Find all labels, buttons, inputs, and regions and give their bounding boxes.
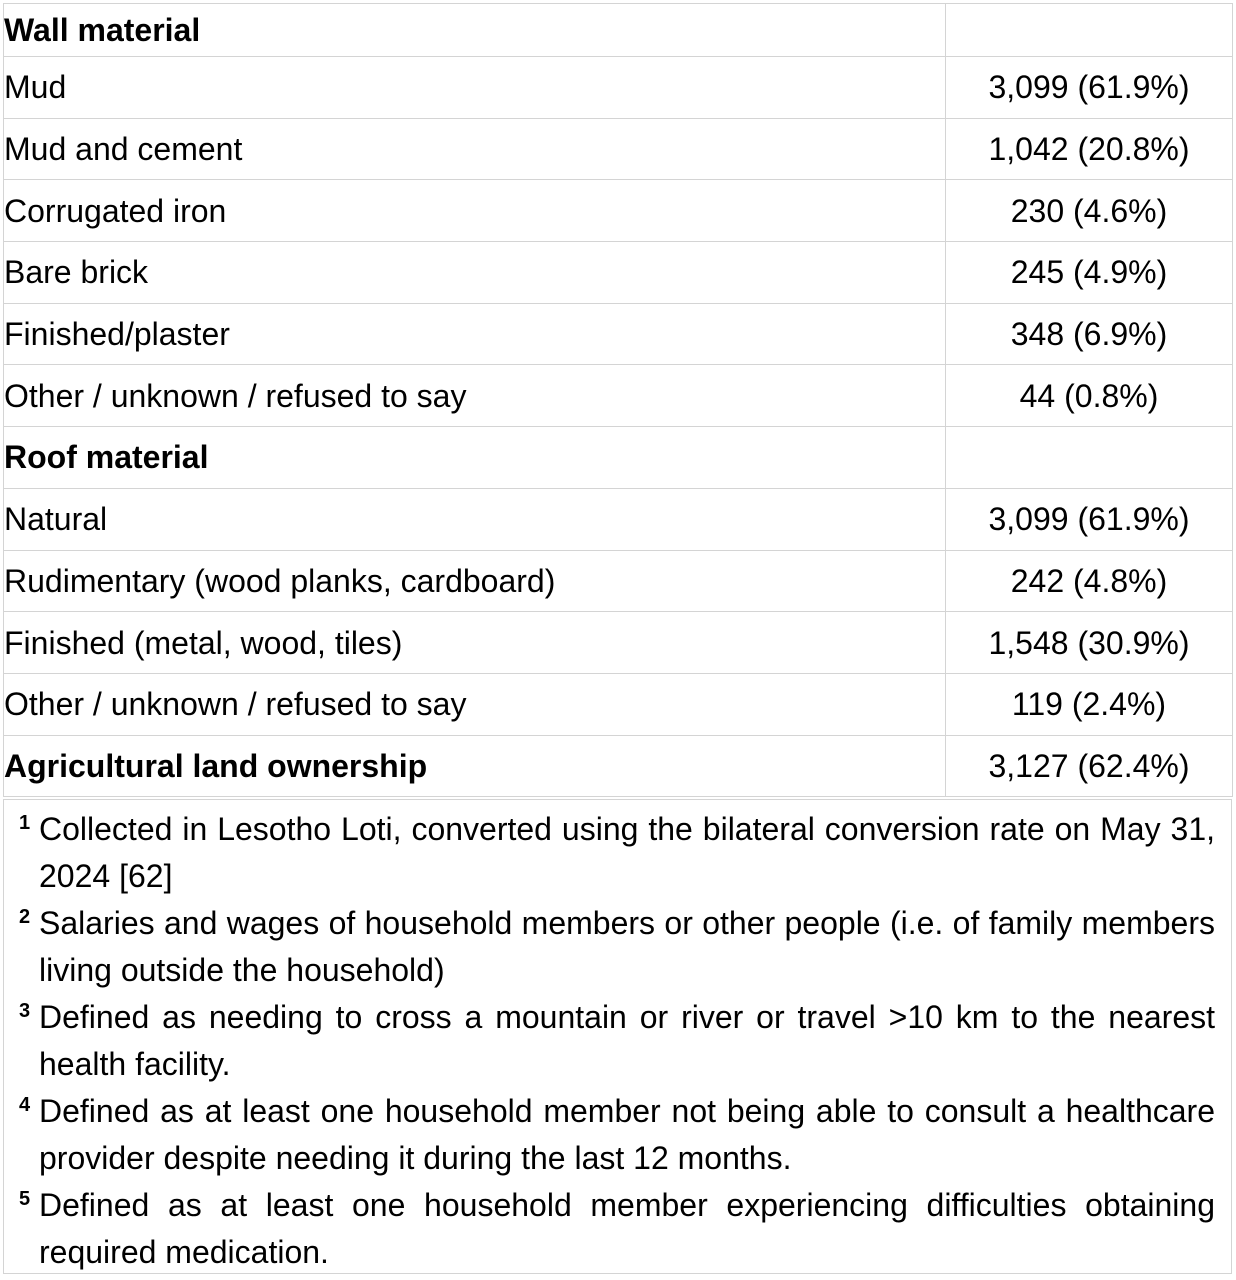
table-row [4, 365, 1233, 427]
footnote-text: Defined as needing to cross a mountain or river or travel >10 km to the nearest health facility. [39, 999, 1215, 1082]
row-label: Finished/plaster [4, 303, 946, 365]
table-row [4, 180, 1233, 242]
footnote-text: Defined as at least one household member experiencing difficulties obtaining required medication. [39, 1187, 1215, 1270]
row-value: 119 (2.4%) [946, 673, 1233, 735]
footnote [19, 806, 1215, 900]
table-row [4, 242, 1233, 304]
footnote [19, 1088, 1215, 1182]
row-value: 3,127 (62.4%) [946, 735, 1233, 797]
footnote-text: Salaries and wages of household members or other people (i.e. of family members living outside the household) [39, 905, 1215, 988]
row-value: 1,042 (20.8%) [946, 118, 1233, 180]
row-value: 1,548 (30.9%) [946, 612, 1233, 674]
row-label: Mud [4, 57, 946, 119]
table-row [4, 550, 1233, 612]
footnote [19, 994, 1215, 1088]
row-value: 3,099 (61.9%) [946, 488, 1233, 550]
row-value: 245 (4.9%) [946, 242, 1233, 304]
footnote-text: Collected in Lesotho Loti, converted using the bilateral conversion rate on May 31, 2024 [62] [39, 811, 1215, 894]
row-value: 44 (0.8%) [946, 365, 1233, 427]
footnote-marker: 2 [19, 906, 31, 928]
row-label: Other / unknown / refused to say [4, 673, 946, 735]
row-label: Other / unknown / refused to say [4, 365, 946, 427]
row-label: Bare brick [4, 242, 946, 304]
table-row [4, 488, 1233, 550]
footnote [19, 1182, 1215, 1276]
row-label: Natural [4, 488, 946, 550]
row-value [946, 427, 1233, 489]
row-value: 348 (6.9%) [946, 303, 1233, 365]
footnote-text: Defined as at least one household member not being able to consult a healthcare provider despite needing it during the last 12 months. [39, 1093, 1215, 1176]
row-value: 3,099 (61.9%) [946, 57, 1233, 119]
row-label: Corrugated iron [4, 180, 946, 242]
row-label: Finished (metal, wood, tiles) [4, 612, 946, 674]
table-row [4, 57, 1233, 119]
footnote-marker: 4 [19, 1094, 31, 1116]
section-row [4, 427, 1233, 489]
section-label: Roof material [4, 427, 946, 489]
footnote-marker: 5 [19, 1188, 31, 1210]
row-value: 242 (4.8%) [946, 550, 1233, 612]
table-row [4, 118, 1233, 180]
footnote-marker: 3 [19, 1000, 31, 1022]
footnotes [3, 799, 1232, 1274]
row-label: Mud and cement [4, 118, 946, 180]
footnote-marker: 1 [19, 812, 31, 834]
table-row [4, 303, 1233, 365]
row-label: Rudimentary (wood planks, cardboard) [4, 550, 946, 612]
section-row [4, 4, 1233, 57]
section-label: Agricultural land ownership [4, 735, 946, 797]
row-value: 230 (4.6%) [946, 180, 1233, 242]
row-value [946, 4, 1233, 57]
section-row [4, 735, 1233, 797]
footnote [19, 900, 1215, 994]
section-label: Wall material [4, 4, 946, 57]
household-characteristics-table [3, 3, 1233, 797]
table-row [4, 673, 1233, 735]
table-row [4, 612, 1233, 674]
